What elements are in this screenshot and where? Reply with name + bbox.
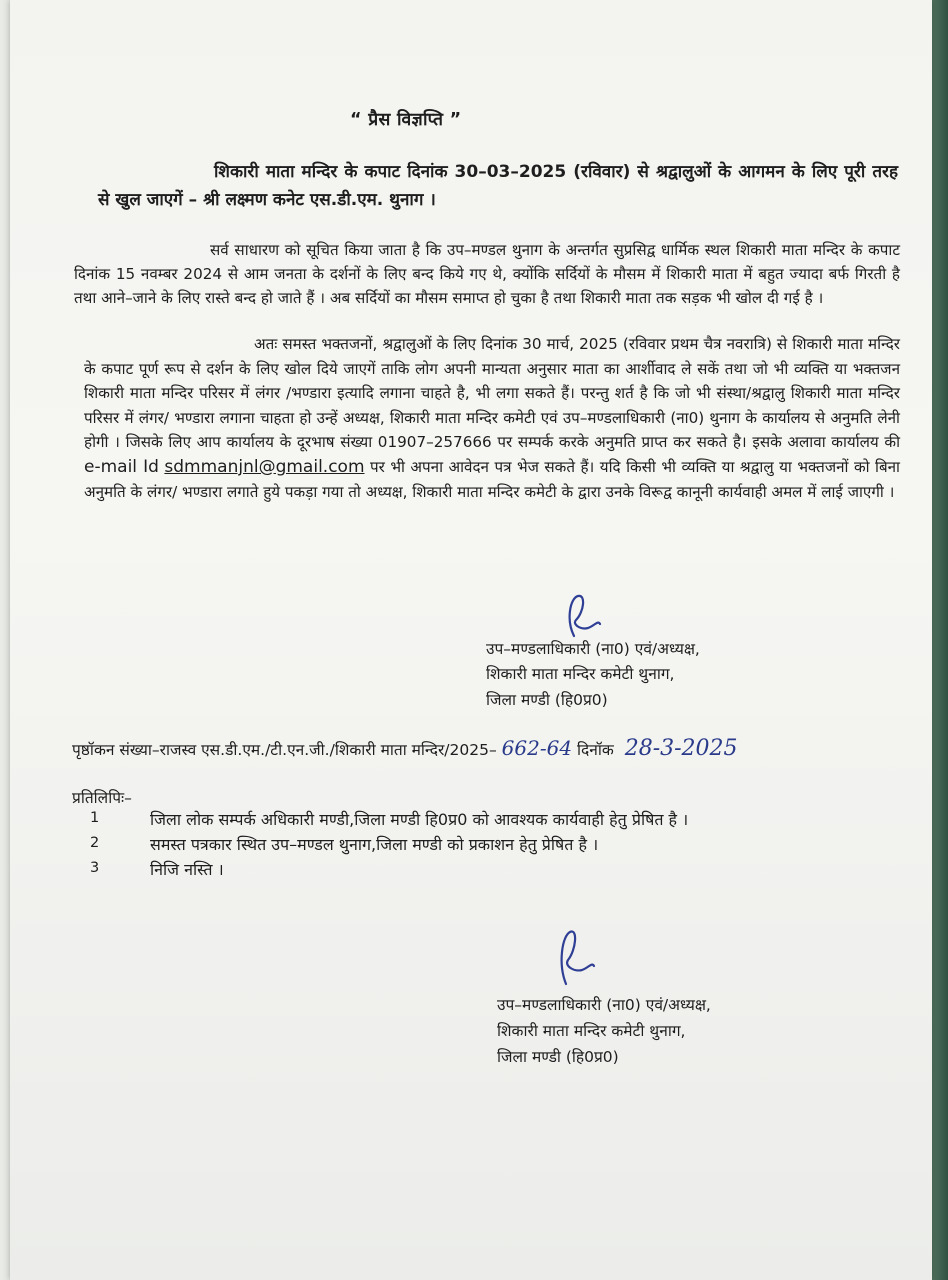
copy-item-3-number: 3	[90, 860, 100, 876]
endorsement-date-handwritten: 28-3-2025	[624, 736, 738, 761]
copy-item-2-text: समस्त पत्रकार स्थित उप–मण्डल थुनाग,जिला मण्डी को प्रकाशन हेतु प्रेषित है ।	[150, 835, 599, 854]
copy-item-3-text: निजि नस्ति ।	[150, 860, 224, 879]
document-paper	[10, 0, 932, 1280]
copy-to-heading: प्रतिलिपिः–	[72, 789, 132, 807]
copy-item-1-text: जिला लोक सम्पर्क अधिकारी मण्डी,जिला मण्डी हि0प्र0 को आवश्यक कार्यवाही हेतु प्रेषित है ।	[150, 810, 689, 829]
paragraph-2-text-a: अतः समस्त भक्तजनों, श्रद्वालुओं के लिए दिनांक 30 मार्च, 2025 (रविवार प्रथम चैत्र नवरात्रि) से शिकारी माता मन्दिर के कपाट पूर्ण रूप से दर्शन के लिए खोल दिये जाएगें ताकि लोग अपनी मान्यता अनुसार माता का आर्शीवाद ले सकें तथा जो भी व्यक्ति या भक्तजन शिकारी माता मन्दिर परिसर में लंगर /भण्डारा इत्यादि लगाना चाहते है, भी लगा सकते हैं। परन्तु शर्त है कि जो भी संस्था/श्रद्वालु शिकारी माता मन्दिर परिसर में लंगर/ भण्डारा लगाना चाहता हो उन्हें अध्यक्ष, शिकारी माता मन्दिर कमेटी एवं उप–मण्डलाधिकारी (ना0) थुनाग के कार्यालय से अनुमति लेनी होगी । जिसके लिए आप कार्यालय के दूरभाष संख्या 01907–257666 पर सम्पर्क करके अनुमति प्राप्त कर सकते है। इसके अलावा कार्यालय की	[84, 335, 900, 452]
paragraph-2-text-b: पर भी अपना आवेदन पत्र भेज सकते हैं। यदि किसी भी व्यक्ति या श्रद्वालु या भक्तजनों को बिना अनुमति के लंगर/ भण्डारा लगाते हुये पकड़ा गया तो अध्यक्ष, शिकारी माता मन्दिर कमेटी के द्वारा उनके विरूद्व कानूनी कार्यवाही अमल में लाई जाएगी ।	[84, 457, 900, 501]
signature-1-district: जिला मण्डी (हि0प्र0)	[486, 691, 608, 709]
signature-1-designation: उप–मण्डलाधिकारी (ना0) एवं/अध्यक्ष,	[486, 640, 700, 658]
press-release	[10, 0, 932, 1280]
headline: शिकारी माता मन्दिर के कपाट दिनांक 30–03–2025 (रविवार) से श्रद्वालुओं के आगमन के लिए पूरी तरह से खुल जाएगें – श्री लक्ष्मण कनेट एस.डी.एम. थुनाग ।	[98, 162, 899, 210]
signature-2-district: जिला मण्डी (हि0प्र0)	[497, 1048, 619, 1066]
document-title: “ प्रैस विज्ञप्ति ”	[350, 110, 462, 130]
signature-2-committee: शिकारी माता मन्दिर कमेटी थुनाग,	[497, 1022, 686, 1040]
email-address-link[interactable]: sdmmanjnl@gmail.com	[164, 456, 365, 477]
signature-2-designation: उप–मण्डलाधिकारी (ना0) एवं/अध्यक्ष,	[497, 996, 711, 1014]
email-label: e-mail Id	[84, 456, 159, 477]
copy-item-1-number: 1	[90, 810, 100, 826]
copy-item-2-number: 2	[90, 835, 100, 851]
endorsement-date-label: दिनॉक	[576, 741, 614, 759]
endorsement-number-handwritten: 662-64	[501, 736, 573, 760]
signature-mark-2	[552, 924, 602, 990]
signature-1-committee: शिकारी माता मन्दिर कमेटी थुनाग,	[486, 665, 675, 683]
paragraph-2	[84, 332, 900, 504]
endorsement-prefix: पृष्ठॉकन संख्या–राजस्व एस.डी.एम./टी.एन.जी./शिकारी माता मन्दिर/2025–	[72, 741, 497, 759]
endorsement-line	[72, 736, 738, 761]
signature-mark-1	[558, 590, 608, 642]
paragraph-1: सर्व साधारण को सूचित किया जाता है कि उप–मण्डल थुनाग के अन्तर्गत सुप्रसिद्व धार्मिक स्थल शिकारी माता मन्दिर के कपाट दिनांक 15 नवम्बर 2024 से आम जनता के दर्शनों के लिए बन्द किये गए थे, क्योंकि सर्दियों के मौसम में शिकारी माता में बहुत ज्यादा बर्फ गिरती है तथा आने–जाने के लिए रास्ते बन्द हो जाते हैं । अब सर्दियों का मौसम समाप्त हो चुका है तथा शिकारी माता तक सड़क भी खोल दी गई है ।	[74, 241, 900, 307]
